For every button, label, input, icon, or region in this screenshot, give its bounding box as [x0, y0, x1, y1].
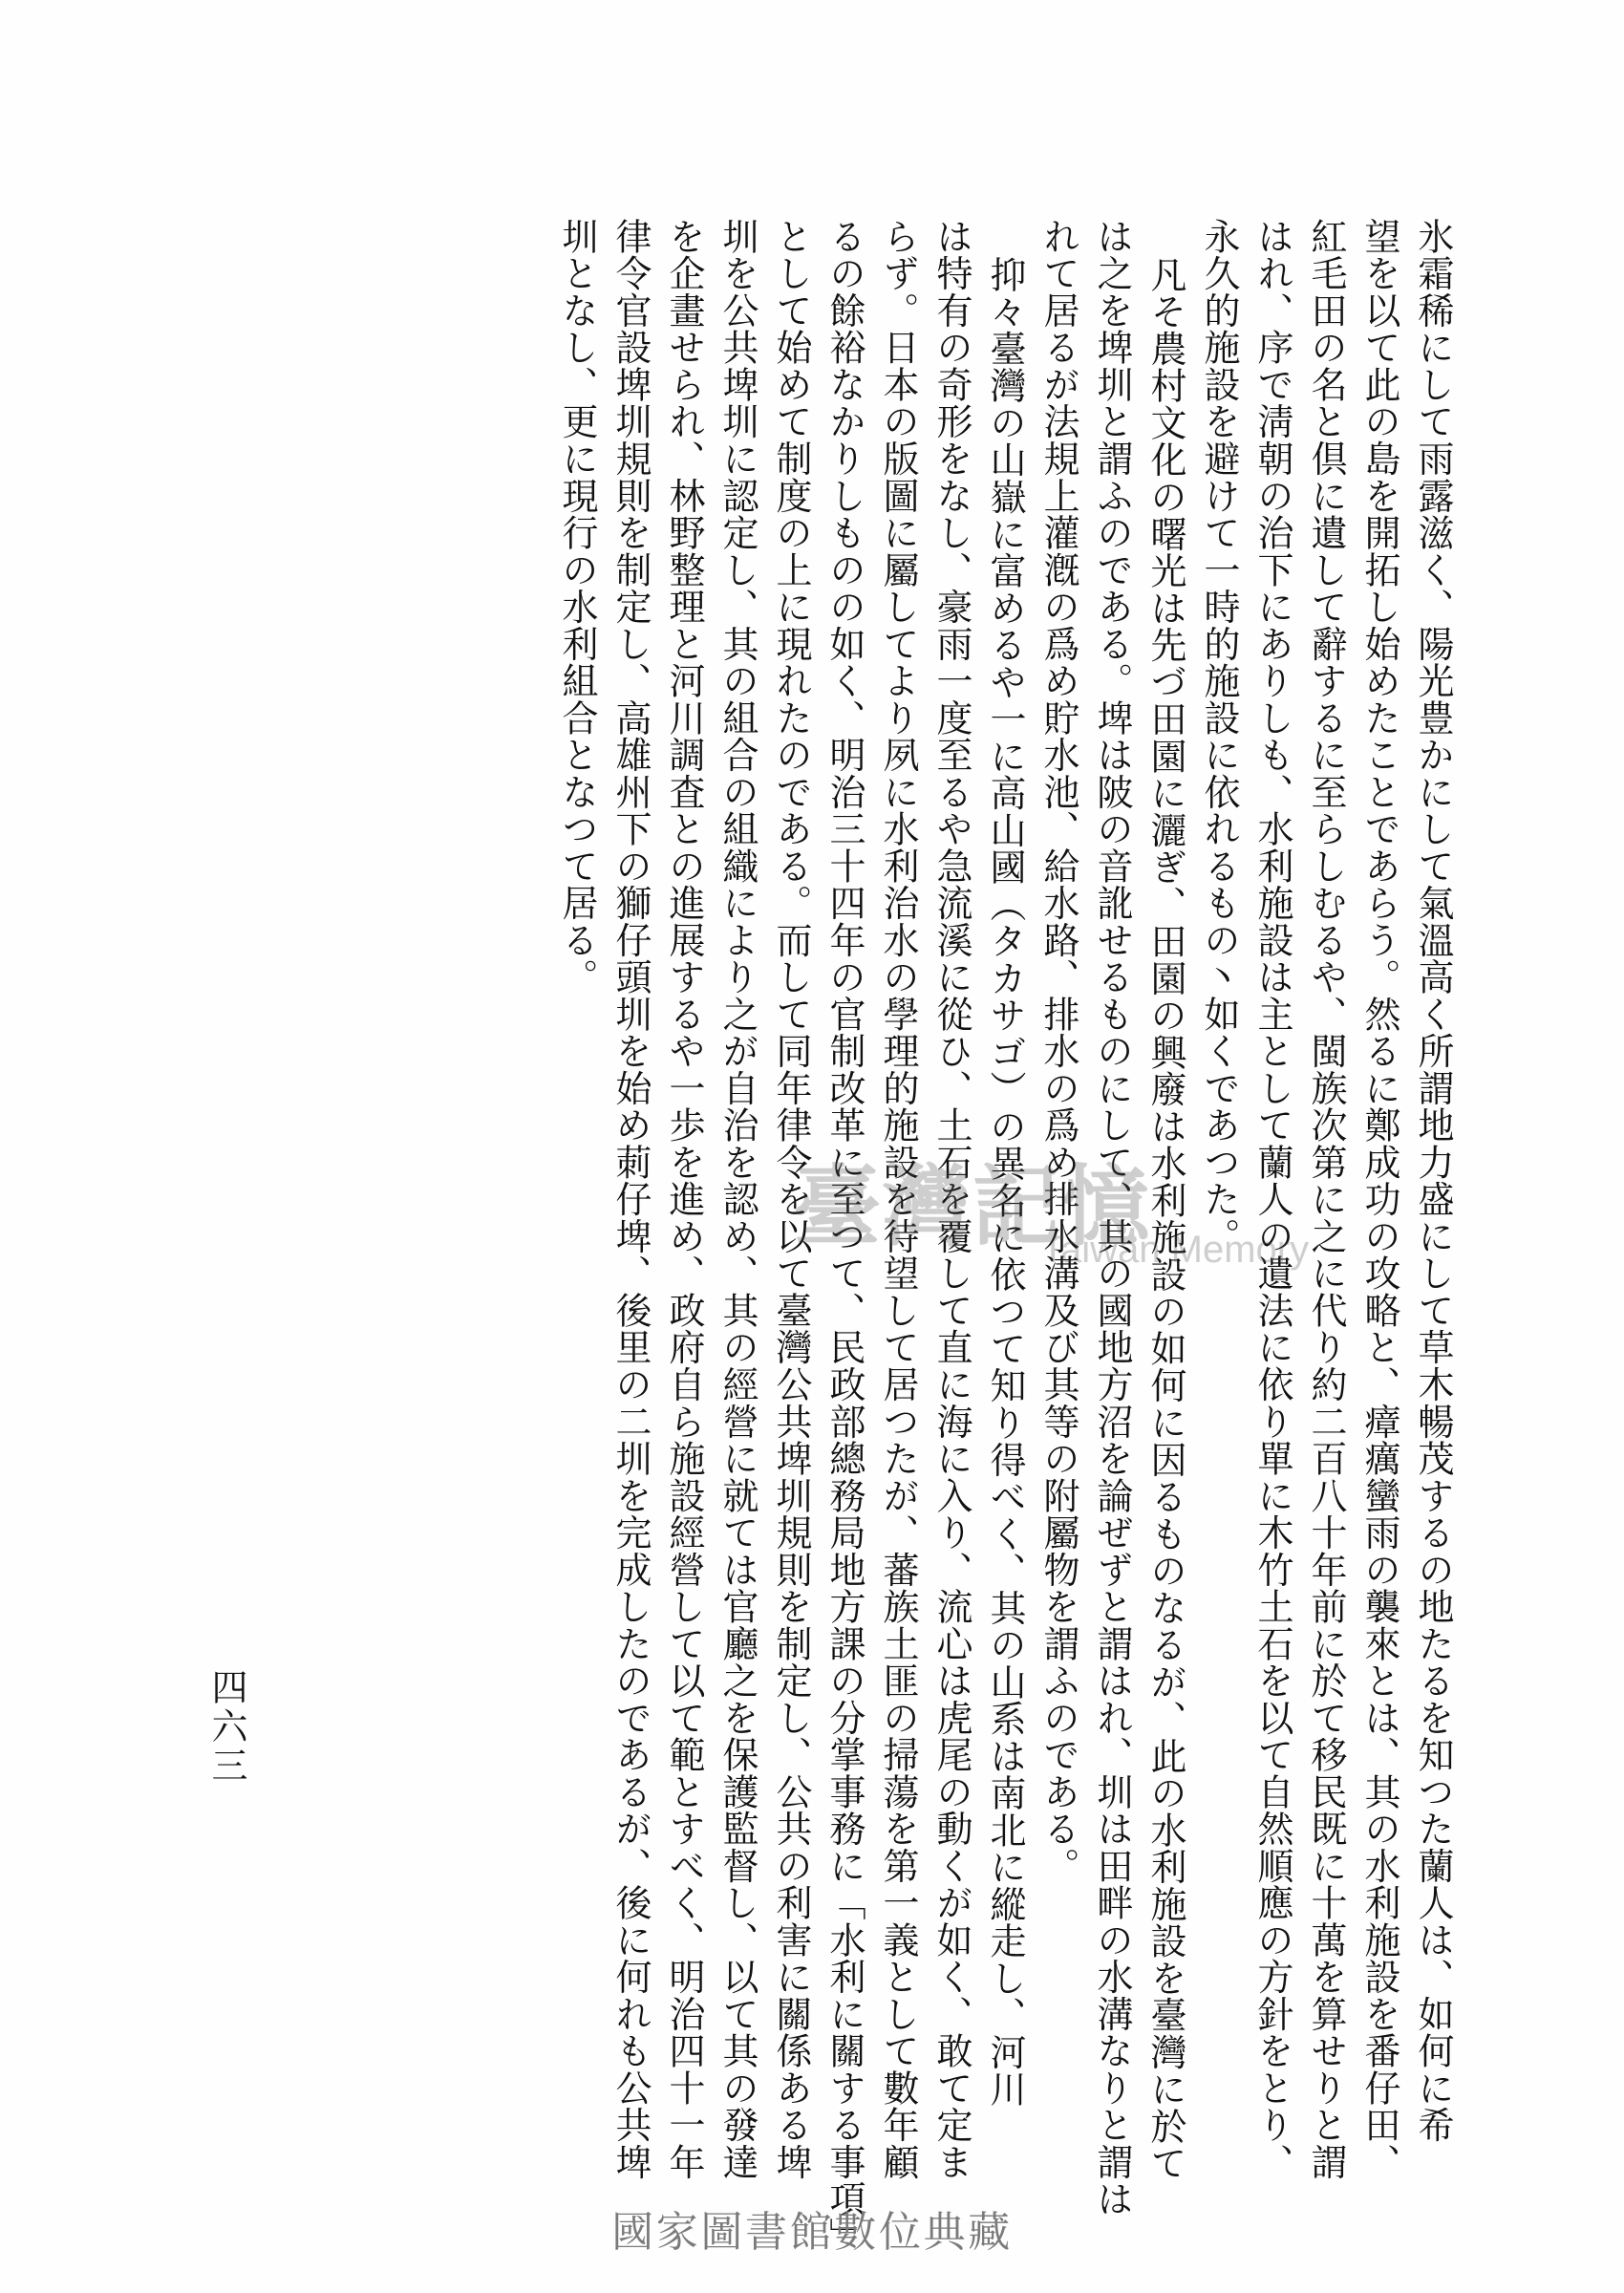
text-line-3: 紅毛田の名と倶に遺して辭するに至らしむるや、閩族次第に之に代り約二百八十年前に於て移民既に十萬を算せりと謂 [1305, 218, 1347, 2181]
text-line-4: はれ、序で淸朝の治下にありしも、水利施設は主として蘭人の遺法に依り單に木竹土石を以て自然順應の方針をとり、 [1251, 218, 1293, 2181]
text-line-1: 氷霜稀にして雨露滋く、陽光豊かにして氣溫高く所謂地力盛にして草木暢茂するの地たるを知つた蘭人は、如何に希 [1412, 218, 1454, 2144]
text-line-11: らず。日本の版圖に屬してより夙に水利治水の學理的施設を待望して居つたが、蕃族土匪の掃蕩を第一義として數年顧 [877, 218, 919, 2181]
text-line-2: 望を以て此の島を開拓し始めたことであらう。然るに鄭成功の攻略と、瘴癘蠻雨の襲來とは、其の水利施設を番仔田、 [1358, 218, 1400, 2181]
text-line-9: 抑々臺灣の山嶽に富めるや一に高山國（タカサゴ）の異名に依つて知り得べく、其の山系は南北に縱走し、河川 [984, 256, 1026, 2109]
text-line-13: として始めて制度の上に現れたのである。而して同年律令を以て臺灣公共埤圳規則を制定し、公共の利害に關係ある埤 [770, 218, 812, 2181]
page-number: 四六三 [205, 1668, 247, 1787]
text-line-14: 圳を公共埤圳に認定し、其の組合の組織により之が自治を認め、其の經營に就ては官廳之を保護監督し、以て其の發達 [716, 218, 759, 2181]
text-line-5: 永久的施設を避けて一時的施設に依れるもの丶如くであつた。 [1198, 218, 1240, 1255]
text-line-15: を企畫せられ、林野整理と河川調査との進展するや一歩を進め、政府自ら施設經營して以て範とすべく、明治四十一年 [663, 218, 705, 2181]
watermark-chinese-text: 臺灣記憶 [793, 1155, 1152, 1258]
text-line-16: 律令官設埤圳規則を制定し、高雄州下の獅仔頭圳を始め莿仔埤、後里の二圳を完成したのであるが、後に何れも公共埤 [609, 218, 652, 2181]
library-footer: 國家圖書館數位典藏 [611, 2208, 1013, 2257]
text-line-12: るの餘裕なかりしものの如く、明治三十四年の官制改革に至つて、民政部總務局地方課の分掌事務に「水利に關する事項」 [823, 218, 865, 2255]
text-line-7: は之を埤圳と謂ふのである。埤は陂の音訛せるものにして、其の國地方沼を論ぜずと謂はれ、圳は田畔の水溝なりと謂は [1091, 218, 1133, 2218]
watermark-english-text: Taiwan Memory [1041, 1229, 1310, 1271]
text-line-17: 圳となし、更に現行の水利組合となつて居る。 [556, 218, 598, 996]
text-line-10: は特有の奇形をなし、豪雨一度至るや急流溪に從ひ、土石を覆して直に海に入り、流心は虎尾の動くが如く、敢て定ま [930, 218, 972, 2181]
text-line-8: れて居るが法規上灌漑の爲め貯水池、給水路、排水の爲め排水溝及び其等の附屬物を謂ふのである。 [1037, 218, 1079, 1885]
text-line-6: 凡そ農村文化の曙光は先づ田園に灑ぎ、田園の興廢は水利施設の如何に因るものなるが、此の水利施設を臺灣に於て [1144, 256, 1186, 2182]
